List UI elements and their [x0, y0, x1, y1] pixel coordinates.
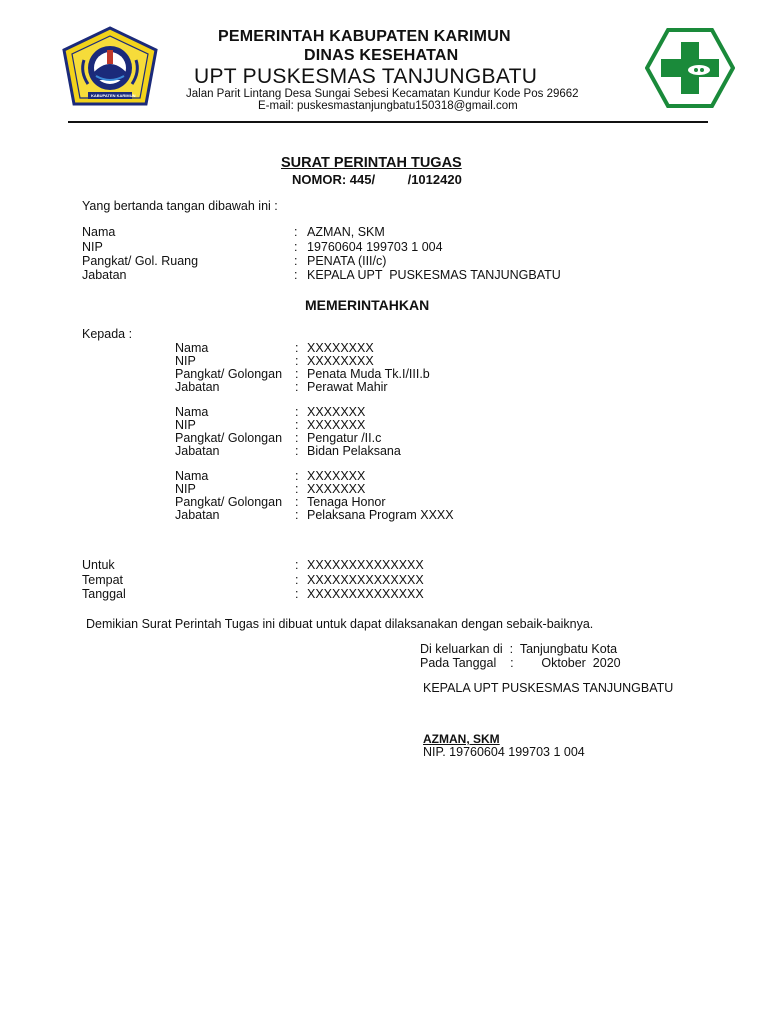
signer-colon: :	[294, 254, 298, 268]
kepada-label: Kepada :	[82, 327, 133, 341]
person-3-nip-label: NIP	[175, 482, 196, 496]
person-colon: :	[295, 341, 299, 355]
person-2-nip-label: NIP	[175, 418, 196, 432]
person-1-jabatan-value: Perawat Mahir	[307, 380, 388, 394]
kop-pemerintah: PEMERINTAH KABUPATEN KARIMUN	[218, 28, 511, 45]
letterhead-divider	[68, 121, 708, 123]
person-1-nama-label: Nama	[175, 341, 209, 355]
person-2-jabatan-label: Jabatan	[175, 444, 220, 458]
person-colon: :	[295, 431, 299, 445]
signer-nip: NIP. 19760604 199703 1 004	[423, 745, 585, 759]
kop-email: E-mail: puskesmastanjungbatu150318@gmail.com	[258, 100, 518, 112]
letter-number: NOMOR: 445/ /1012420	[292, 172, 462, 187]
task-colon: :	[295, 558, 299, 572]
kop-upt: UPT PUSKESMAS TANJUNGBATU	[194, 65, 538, 88]
person-2-nama-label: Nama	[175, 405, 209, 419]
person-colon: :	[295, 354, 299, 368]
signer-title: KEPALA UPT PUSKESMAS TANJUNGBATU	[423, 681, 674, 695]
puskesmas-logo	[645, 28, 735, 108]
person-colon: :	[295, 508, 299, 522]
issued-date: Pada Tanggal : Oktober 2020	[420, 656, 621, 670]
person-2-jabatan-value: Bidan Pelaksana	[307, 444, 401, 458]
issued-at: Di keluarkan di : Tanjungbatu Kota	[420, 642, 618, 656]
person-colon: :	[295, 482, 299, 496]
person-colon: :	[295, 469, 299, 483]
person-1-nip-label: NIP	[175, 354, 196, 368]
person-3-nama-value: XXXXXXX	[307, 469, 366, 483]
person-3-jabatan-value: Pelaksana Program XXXX	[307, 508, 454, 522]
person-1-nip-value: XXXXXXXX	[307, 354, 374, 368]
signer-nama-label: Nama	[82, 225, 116, 239]
task-untuk-label: Untuk	[82, 558, 115, 572]
closing-text: Demikian Surat Perintah Tugas ini dibuat untuk dapat dilaksanakan dengan sebaik-baiknya.	[86, 617, 594, 631]
person-colon: :	[295, 405, 299, 419]
person-1-pangkat-label: Pangkat/ Golongan	[175, 367, 283, 381]
signer-jabatan-value: KEPALA UPT PUSKESMAS TANJUNGBATU	[307, 268, 561, 282]
task-tempat-label: Tempat	[82, 573, 123, 587]
person-colon: :	[295, 367, 299, 381]
signer-pangkat-label: Pangkat/ Gol. Ruang	[82, 254, 199, 268]
task-tempat-value: XXXXXXXXXXXXXX	[307, 573, 424, 587]
signer-colon: :	[294, 225, 298, 239]
memerintahkan-heading: MEMERINTAHKAN	[305, 297, 430, 313]
person-1-pangkat-value: Penata Muda Tk.I/III.b	[307, 367, 430, 381]
signer-nip-value: 19760604 199703 1 004	[307, 240, 443, 254]
task-tanggal-label: Tanggal	[82, 587, 126, 601]
kop-dinas: DINAS KESEHATAN	[304, 47, 459, 64]
person-1-nama-value: XXXXXXXX	[307, 341, 374, 355]
person-3-pangkat-value: Tenaga Honor	[307, 495, 386, 509]
person-colon: :	[295, 418, 299, 432]
kop-address: Jalan Parit Lintang Desa Sungai Sebesi Kecamatan Kundur Kode Pos 29662	[186, 88, 579, 100]
person-3-nip-value: XXXXXXX	[307, 482, 366, 496]
signer-nip-label: NIP	[82, 240, 103, 254]
signer-nama-value: AZMAN, SKM	[307, 225, 385, 239]
person-1-jabatan-label: Jabatan	[175, 380, 220, 394]
task-colon: :	[295, 573, 299, 587]
task-colon: :	[295, 587, 299, 601]
person-3-jabatan-label: Jabatan	[175, 508, 220, 522]
signer-colon: :	[294, 268, 298, 282]
task-tanggal-value: XXXXXXXXXXXXXX	[307, 587, 424, 601]
signer-colon: :	[294, 240, 298, 254]
signer-name: AZMAN, SKM	[423, 732, 500, 746]
person-2-pangkat-label: Pangkat/ Golongan	[175, 431, 283, 445]
person-3-nama-label: Nama	[175, 469, 209, 483]
letter-title: SURAT PERINTAH TUGAS	[281, 155, 462, 171]
person-colon: :	[295, 380, 299, 394]
person-2-nama-value: XXXXXXX	[307, 405, 366, 419]
person-colon: :	[295, 495, 299, 509]
signer-pangkat-value: PENATA (III/c)	[307, 254, 387, 268]
person-2-pangkat-value: Pengatur /II.c	[307, 431, 382, 445]
intro-text: Yang bertanda tangan dibawah ini :	[82, 199, 278, 213]
logo-caption: KABUPATEN KARIMUN	[91, 93, 136, 98]
person-3-pangkat-label: Pangkat/ Golongan	[175, 495, 283, 509]
signer-jabatan-label: Jabatan	[82, 268, 127, 282]
person-colon: :	[295, 444, 299, 458]
task-untuk-value: XXXXXXXXXXXXXX	[307, 558, 424, 572]
person-2-nip-value: XXXXXXX	[307, 418, 366, 432]
